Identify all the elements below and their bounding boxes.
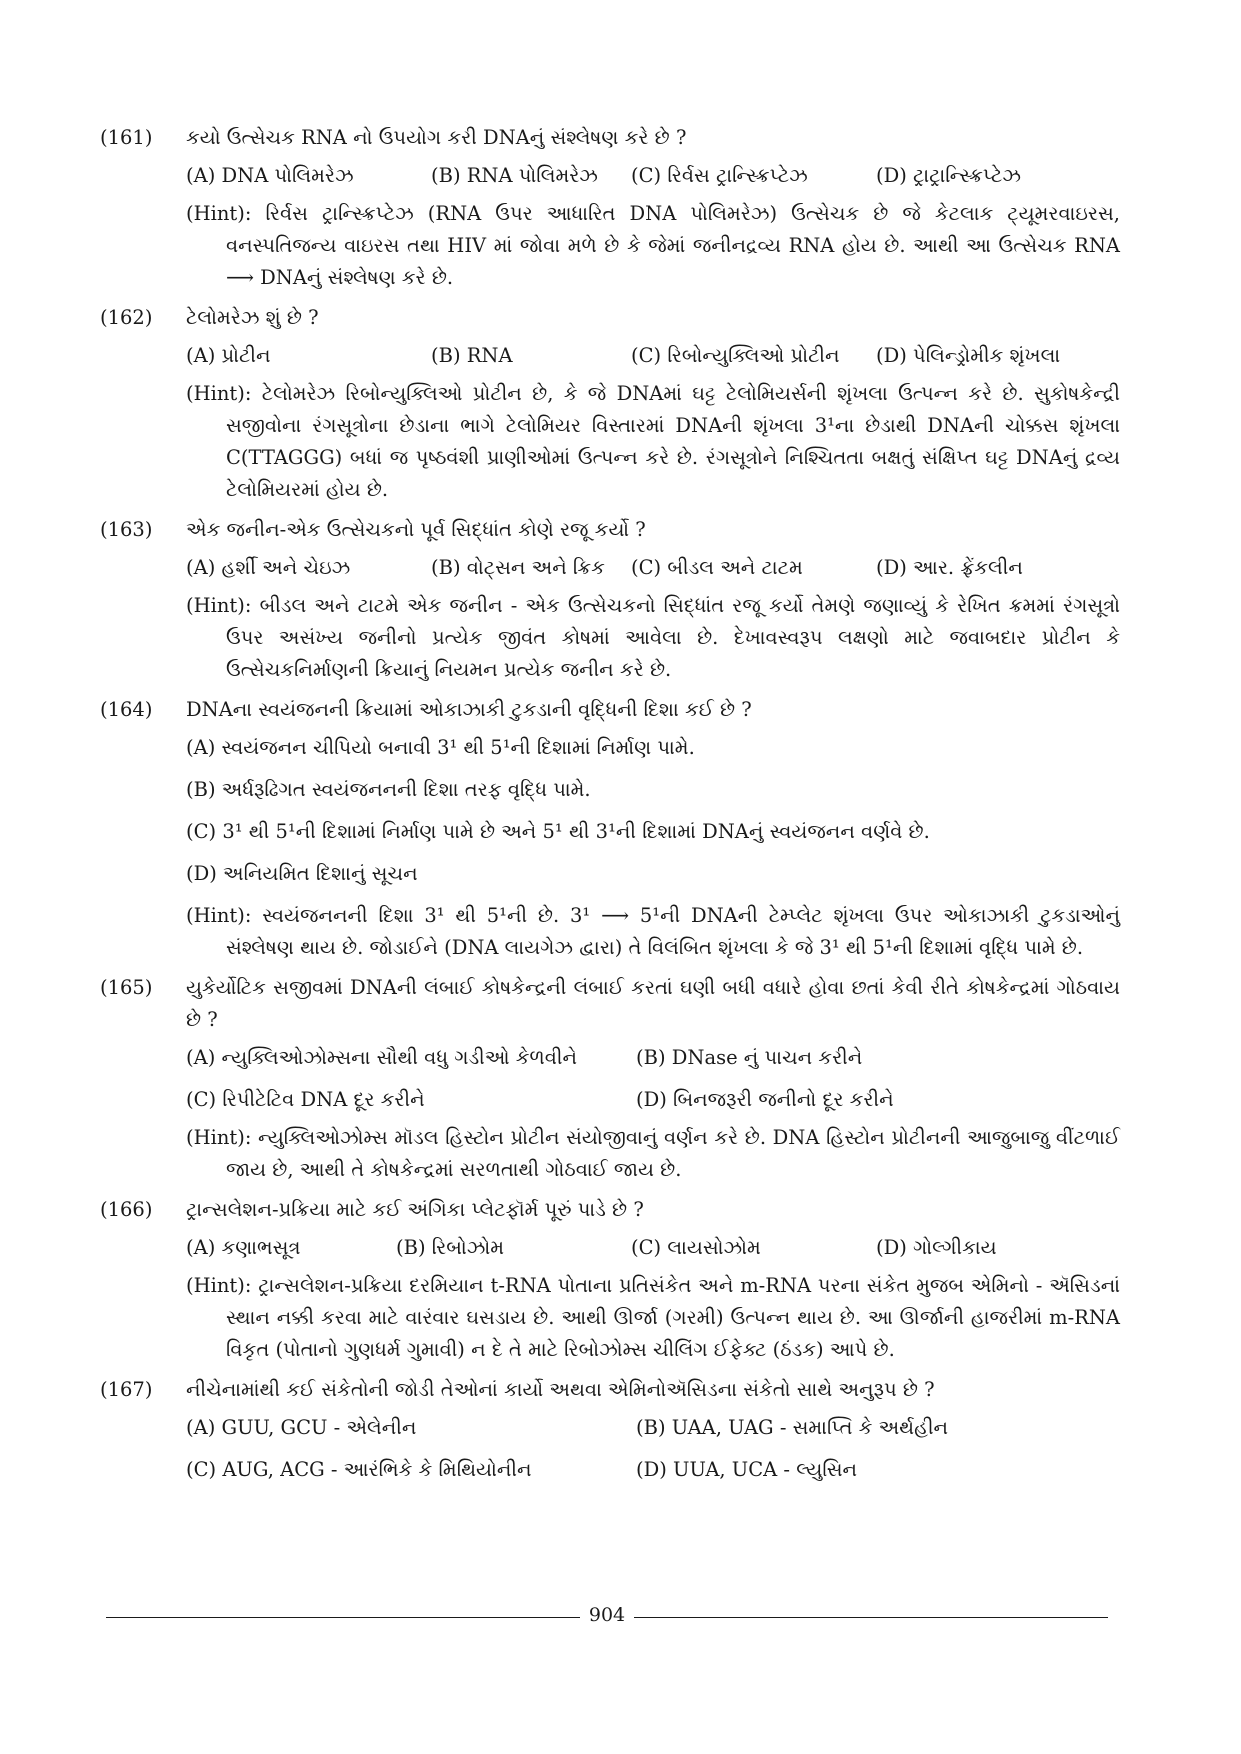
question-text: ટેલોમરેઝ શું છે ? xyxy=(186,306,319,329)
question-number: (165) xyxy=(100,976,153,999)
option-a: (A) સ્વયંજનન ચીપિયો બનાવી 3¹ થી 5¹ની દિશામાં નિર્માણ પામે. xyxy=(186,736,695,759)
option-b: (B) વોટ્સન અને ક્રિક xyxy=(431,556,605,579)
options xyxy=(186,552,1120,584)
options xyxy=(186,1412,1120,1486)
question-165 xyxy=(100,972,1120,1186)
question-number: (163) xyxy=(100,518,153,541)
question-167 xyxy=(100,1374,1120,1486)
question-163 xyxy=(100,514,1120,686)
question-number: (164) xyxy=(100,698,153,721)
footer-rule-left xyxy=(106,1617,580,1618)
question-164 xyxy=(100,694,1120,964)
hint: (Hint): રિર્વસ ટ્રાન્સ્ક્રિપ્ટેઝ (RNA ઉપર આધારિત DNA પોલિમરેઝ) ઉત્સેચક છે જે કેટલાક ટ્યૂમરવાઇરસ, વનસ્પતિજન્ય વાઇરસ તથા HIV માં જોવા મળે છે કે જેમાં જનીનદ્રવ્ય RNA હોય છે. આથી આ ઉત્સેચક RNA ⟶ DNAનું સંશ્લેષણ કરે છે. xyxy=(186,202,1120,289)
option-d: (D) આર. ફ્રેંકલીન xyxy=(876,556,1023,579)
option-b: (B) RNA પોલિમરેઝ xyxy=(431,164,598,187)
options xyxy=(186,1232,1120,1264)
option-c: (C) રિબોન્યુક્લિઓ પ્રોટીન xyxy=(631,344,840,367)
option-c: (C) AUG, ACG - આરંભિકે કે મિથિયોનીન xyxy=(186,1458,532,1481)
option-a: (A) ન્યુક્લિઓઝોમ્સના સૌથી વધુ ગડીઓ કેળવીને xyxy=(186,1046,577,1069)
question-text: ટ્રાન્સલેશન-પ્રક્રિયા માટે કઈ અંગિકા પ્લેટફૉર્મ પૂરું પાડે છે ? xyxy=(186,1198,644,1221)
option-d: (D) અનિયમિત દિશાનું સૂચન xyxy=(186,862,418,885)
option-c: (C) 3¹ થી 5¹ની દિશામાં નિર્માણ પામે છે અને 5¹ થી 3¹ની દિશામાં DNAનું સ્વયંજનન વર્ણવે છે. xyxy=(186,820,930,843)
option-b: (B) રિબોઝોમ xyxy=(396,1236,505,1259)
question-166 xyxy=(100,1194,1120,1366)
option-c: (C) રિર્વસ ટ્રાન્સ્ક્રિપ્ટેઝ xyxy=(631,164,808,187)
hint: (Hint): ટ્રાન્સલેશન-પ્રક્રિયા દરમિયાન t-RNA પોતાના પ્રતિસંકેત અને m-RNA પરના સંકેત મુજબ એમિનો - ઍસિડનાં સ્થાન નક્કી કરવા માટે વારંવાર ઘસડાય છે. આથી ઊર્જા (ગરમી) ઉત્પન્ન થાય છે. આ ઊર્જાની હાજરીમાં m-RNA વિકૃત (પોતાનો ગુણધર્મ ગુમાવી) ન દે તે માટે રિબોઝોમ્સ ચીલિંગ ઈફેક્ટ (ઠંડક) આપે છે. xyxy=(186,1274,1120,1361)
question-161 xyxy=(100,122,1120,294)
option-d: (D) UUA, UCA - લ્યુસિન xyxy=(636,1458,858,1481)
question-text: કયો ઉત્સેચક RNA નો ઉપયોગ કરી DNAનું સંશ્લેષણ કરે છે ? xyxy=(186,126,687,149)
option-b: (B) UAA, UAG - સમાપ્તિ કે અર્થહીન xyxy=(636,1416,949,1439)
question-text: DNAના સ્વયંજનની ક્રિયામાં ઓકાઝાકી ટુકડાની વૃદ્ધિની દિશા કઈ છે ? xyxy=(186,698,752,721)
option-d: (D) પેલિન્ડ્રોમીક શૃંખલા xyxy=(876,344,1061,367)
option-d: (D) ટ્રાટ્રાન્સ્ક્રિપ્ટેઝ xyxy=(876,164,1021,187)
option-c: (C) બીડલ અને ટાટમ xyxy=(631,556,803,579)
option-b: (B) RNA xyxy=(431,344,513,367)
question-list xyxy=(100,122,1120,1494)
question-number: (161) xyxy=(100,126,153,149)
options xyxy=(186,340,1120,372)
option-a: (A) GUU, GCU - એલેનીન xyxy=(186,1416,417,1439)
option-a: (A) હર્શી અને ચેઇઝ xyxy=(186,556,351,579)
question-text: એક જનીન-એક ઉત્સેચકનો પૂર્વ સિદ્ધાંત કોણે રજૂ કર્યો ? xyxy=(186,518,646,541)
option-a: (A) પ્રોટીન xyxy=(186,344,271,367)
page-number: 904 xyxy=(588,1604,626,1626)
options xyxy=(186,1042,1120,1116)
option-c: (C) લાયસોઝોમ xyxy=(631,1236,761,1259)
hint: (Hint): ન્યુક્લિઓઝોમ્સ મૉડલ હિસ્ટોન પ્રોટીન સંયોજીવાનું વર્ણન કરે છે. DNA હિસ્ટોન પ્રોટીનની આજુબાજુ વીંટળાઈ જાય છે, આથી તે કોષકેન્દ્રમાં સરળતાથી ગોઠવાઈ જાય છે. xyxy=(186,1126,1120,1181)
options xyxy=(186,160,1120,192)
question-text: નીચેનામાંથી કઈ સંકેતોની જોડી તેઓનાં કાર્યો અથવા એમિનોઍસિડના સંકેતો સાથે અનુરૂપ છે ? xyxy=(186,1378,935,1401)
question-number: (162) xyxy=(100,306,153,329)
option-d: (D) બિનજરૂરી જનીનો દૂર કરીને xyxy=(636,1088,894,1111)
option-b: (B) DNase નું પાચન કરીને xyxy=(636,1046,863,1069)
hint: (Hint): ટેલોમરેઝ રિબોન્યુક્લિઓ પ્રોટીન છે, કે જે DNAમાં ઘટ્ટ ટેલોમિયર્સની શૃંખલા ઉત્પન્ન કરે છે. સુકોષકેન્દ્રી સજીવોના રંગસૂત્રોના છેડાના ભાગે ટેલોમિયર વિસ્તારમાં DNAની શૃંખલા 3¹ના છેડાથી DNAની ચોક્કસ શૃંખલા C(TTAGGG) બધાં જ પૃષ્ઠવંશી પ્રાણીઓમાં ઉત્પન્ન કરે છે. રંગસૂત્રોને નિશ્ચિતતા બક્ષતું સંક્ષિપ્ત ઘટ્ટ DNAનું દ્રવ્ય ટેલોમિયરમાં હોય છે. xyxy=(186,382,1120,501)
options xyxy=(186,732,1120,890)
question-text: યુકેર્યોટિક સજીવમાં DNAની લંબાઈ કોષકેન્દ્રની લંબાઈ કરતાં ઘણી બધી વધારે હોવા છતાં કેવી રીતે કોષકેન્દ્રમાં ગોઠવાય છે ? xyxy=(186,976,1120,1031)
question-number: (166) xyxy=(100,1198,153,1221)
option-a: (A) કણાભસૂત્ર xyxy=(186,1236,301,1259)
hint: (Hint): સ્વયંજનનની દિશા 3¹ થી 5¹ની છે. 3¹ ⟶ 5¹ની DNAની ટેમ્પ્લેટ શૃંખલા ઉપર ઓકાઝાકી ટુકડાઓનું સંશ્લેષણ થાય છે. જોડાઈને (DNA લાયગેઝ દ્વારા) તે વિલંબિત શૃંખલા કે જે 3¹ થી 5¹ની દિશામાં વૃદ્ધિ પામે છે. xyxy=(186,904,1120,959)
footer-rule-right xyxy=(634,1617,1108,1618)
question-number: (167) xyxy=(100,1378,153,1401)
option-b: (B) અર્ધરૂઢિગત સ્વયંજનનની દિશા તરફ વૃદ્ધિ પામે. xyxy=(186,778,591,801)
option-a: (A) DNA પોલિમરેઝ xyxy=(186,164,354,187)
question-162 xyxy=(100,302,1120,506)
hint: (Hint): બીડલ અને ટાટમે એક જનીન - એક ઉત્સેચકનો સિદ્ધાંત રજૂ કર્યો તેમણે જણાવ્યું કે રેખિત ક્રમમાં રંગસૂત્રો ઉપર અસંખ્ય જનીનો પ્રત્યેક જીવંત કોષમાં આવેલા છે. દેખાવસ્વરૂપ લક્ષણો માટે જવાબદાર પ્રોટીન કે ઉત્સેચકનિર્માણની ક્રિયાનું નિયમન પ્રત્યેક જનીન કરે છે. xyxy=(186,594,1120,681)
option-c: (C) રિપીટેટિવ DNA દૂર કરીને xyxy=(186,1088,425,1111)
option-d: (D) ગોલ્ગીકાય xyxy=(876,1236,997,1259)
